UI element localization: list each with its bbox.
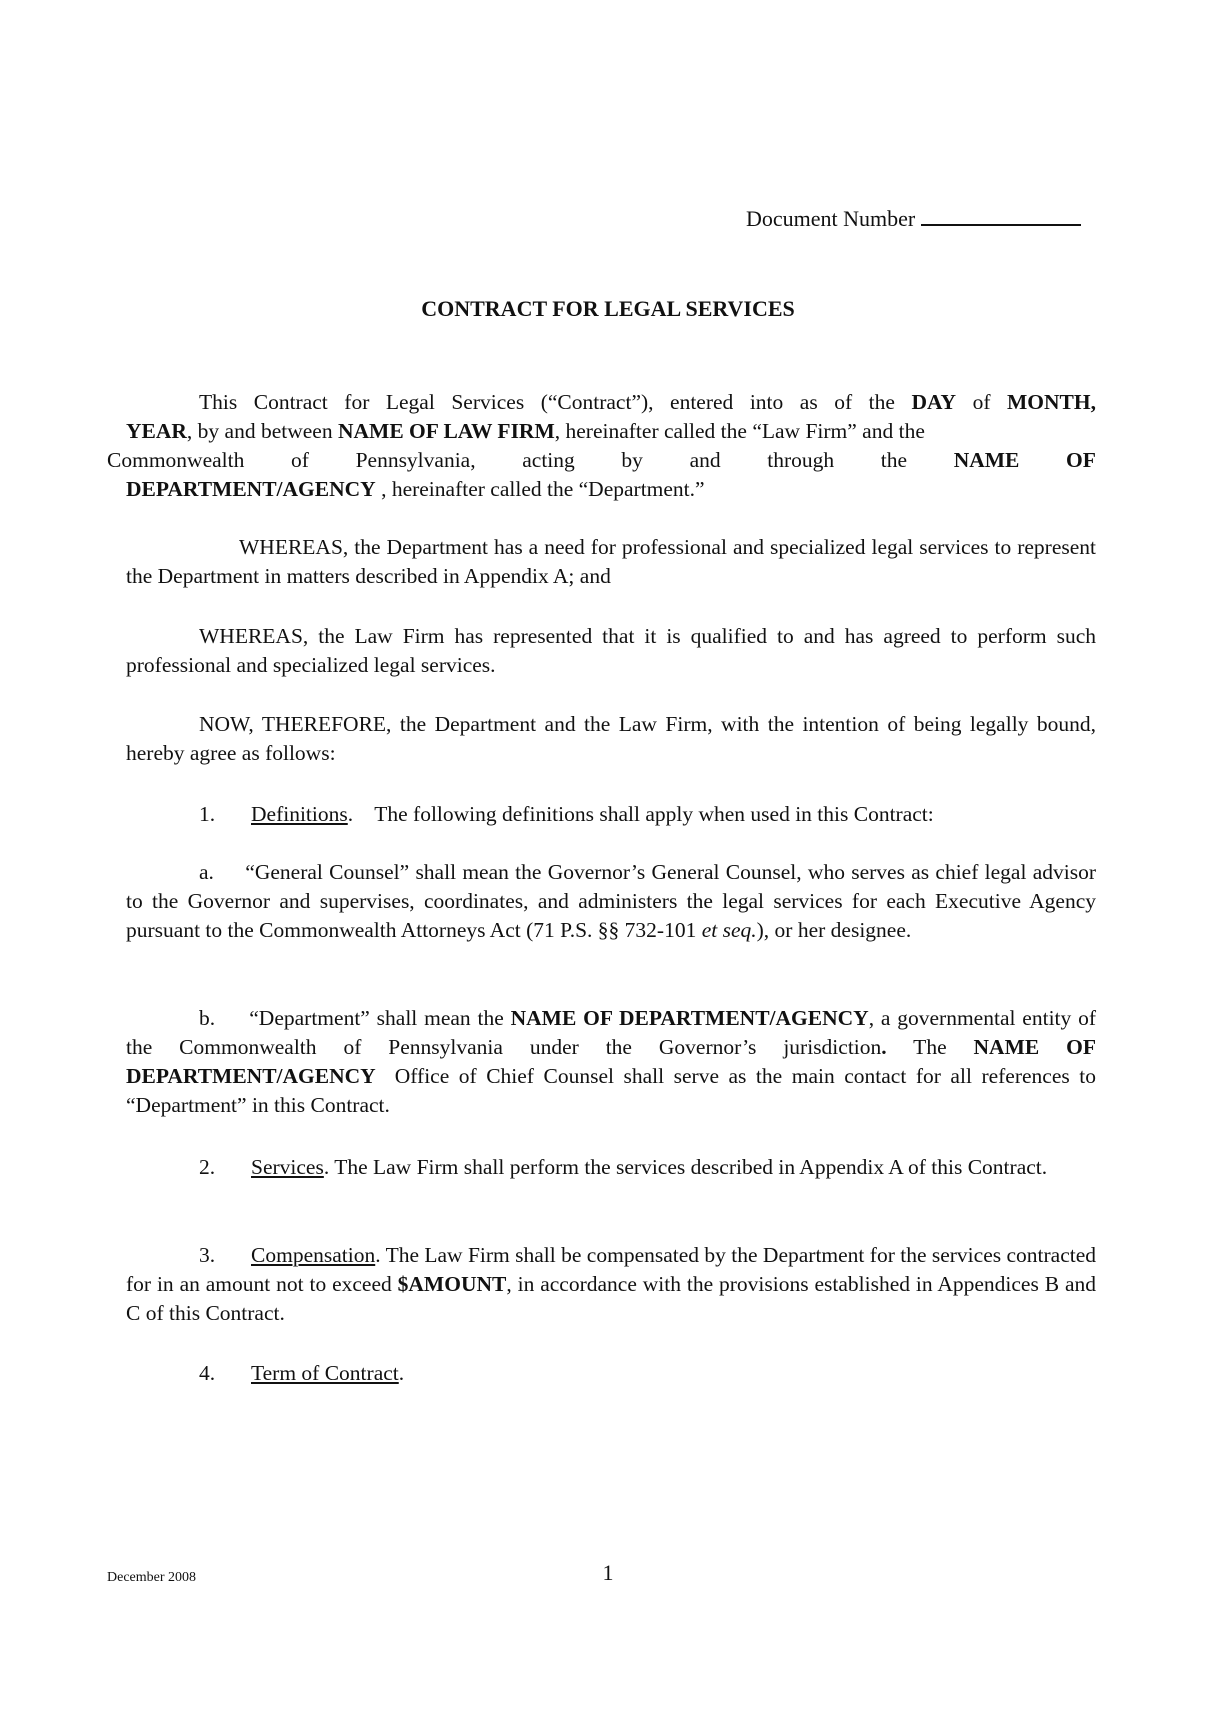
definition-b-dept-2: NAME OF DEPARTMENT/AGENCY [126, 1035, 1096, 1088]
section-3-text-2: , in accordance with the provisions established in Appendices B and C of this Contract. [126, 1272, 1096, 1325]
intro-law-firm: NAME OF LAW FIRM [337, 419, 555, 443]
intro-dept-agency: DEPARTMENT/AGENCY [126, 477, 376, 501]
section-3-amount: $AMOUNT [397, 1272, 507, 1296]
definition-b-label: b. [199, 1006, 216, 1030]
document-number-blank[interactable] [921, 206, 1081, 226]
definition-a-italic: et seq. [701, 918, 757, 942]
intro-word: through [767, 448, 835, 472]
intro-text-4: , hereinafter called the “Department.” [375, 477, 705, 501]
section-3-number: 3. [199, 1243, 216, 1267]
section-4-number: 4. [199, 1361, 216, 1385]
intro-line-3 [107, 446, 1096, 475]
definition-a [126, 858, 1096, 945]
document-number [746, 206, 1102, 232]
intro-of: of [956, 390, 1007, 414]
intro-word: Commonwealth [107, 448, 245, 472]
section-4-tail: . [398, 1361, 405, 1385]
intro-name: NAME [953, 448, 1020, 472]
intro-word: by [621, 448, 643, 472]
page-number: 1 [602, 1560, 614, 1585]
definition-b-dept: NAME OF DEPARTMENT/AGENCY [510, 1006, 869, 1030]
intro-word: of [291, 448, 309, 472]
now-therefore-paragraph: NOW, THEREFORE, the Department and the Law Firm, with the intention of being legally bound, hereby agree as follows: [126, 712, 1096, 765]
definition-b-dot: . [881, 1035, 887, 1059]
intro-line-2 [126, 417, 1096, 446]
intro-line-4 [126, 475, 1096, 504]
intro-year: YEAR [126, 419, 187, 443]
intro-line-1 [126, 388, 1096, 417]
intro-text-2: , by and between [186, 419, 338, 443]
intro-word: Pennsylvania, [355, 448, 476, 472]
intro-word: and [689, 448, 721, 472]
definition-b [126, 1004, 1102, 1120]
section-2 [126, 1153, 1096, 1182]
intro-day: DAY [911, 390, 957, 414]
section-2-heading: Services [251, 1155, 324, 1179]
section-3 [126, 1241, 1096, 1328]
definition-a-tail: ), or her designee. [756, 918, 912, 942]
section-3-text-1: . The Law Firm shall be compensated by the Department for the services contracted for in an amount not to exceed [126, 1243, 1097, 1296]
section-1-number: 1. [199, 802, 216, 826]
section-1-text: . The following definitions shall apply when used in this Contract: [347, 802, 934, 826]
section-2-number: 2. [199, 1155, 216, 1179]
intro-text-3: , hereinafter called the “Law Firm” and the [554, 419, 925, 443]
intro-paragraph [107, 388, 1096, 504]
intro-text-1: This Contract for Legal Services (“Contract”), entered into as of the [199, 390, 912, 414]
definition-b-text-1: “Department” shall mean the [249, 1006, 511, 1030]
section-4-heading: Term of Contract [251, 1361, 399, 1385]
intro-word: the [880, 448, 908, 472]
definition-a-text: “General Counsel” shall mean the Governor’s General Counsel, who serves as chief legal advisor to the Governor and supervises, coordinates, and administers the legal services for each Executive Agency pursuant to the Commonwealth Attorneys Act (71 P.S. §§ 732-101 [126, 860, 1097, 942]
document-number-label: Document Number [746, 206, 916, 231]
section-1 [126, 800, 1096, 829]
definition-b-text-3: The [886, 1035, 974, 1059]
section-3-heading: Compensation [251, 1243, 376, 1267]
section-2-text: . The Law Firm shall perform the services described in Appendix A of this Contract. [323, 1155, 1048, 1179]
footer-date: December 2008 [107, 1570, 197, 1585]
whereas-paragraph-1: WHEREAS, the Department has a need for professional and specialized legal services to represent the Department in matters described in Appendix A; and [126, 535, 1096, 588]
whereas-paragraph-2: WHEREAS, the Law Firm has represented that it is qualified to and has agreed to perform such professional and specialized legal services. [126, 624, 1096, 677]
definition-b-text-4: Office of Chief Counsel shall serve as the main contact for all references to “Department” in this Contract. [126, 1064, 1102, 1117]
page-title: CONTRACT FOR LEGAL SERVICES [421, 296, 795, 321]
intro-word: acting [522, 448, 575, 472]
section-4 [126, 1359, 1096, 1388]
definition-a-label: a. [199, 860, 214, 884]
intro-month: MONTH, [1007, 390, 1096, 414]
definition-b-text-2: , a governmental entity of the Commonwealth of Pennsylvania under the Governor’s jurisdiction [126, 1006, 1096, 1059]
section-1-heading: Definitions [251, 802, 348, 826]
intro-of-bold: OF [1066, 448, 1096, 472]
